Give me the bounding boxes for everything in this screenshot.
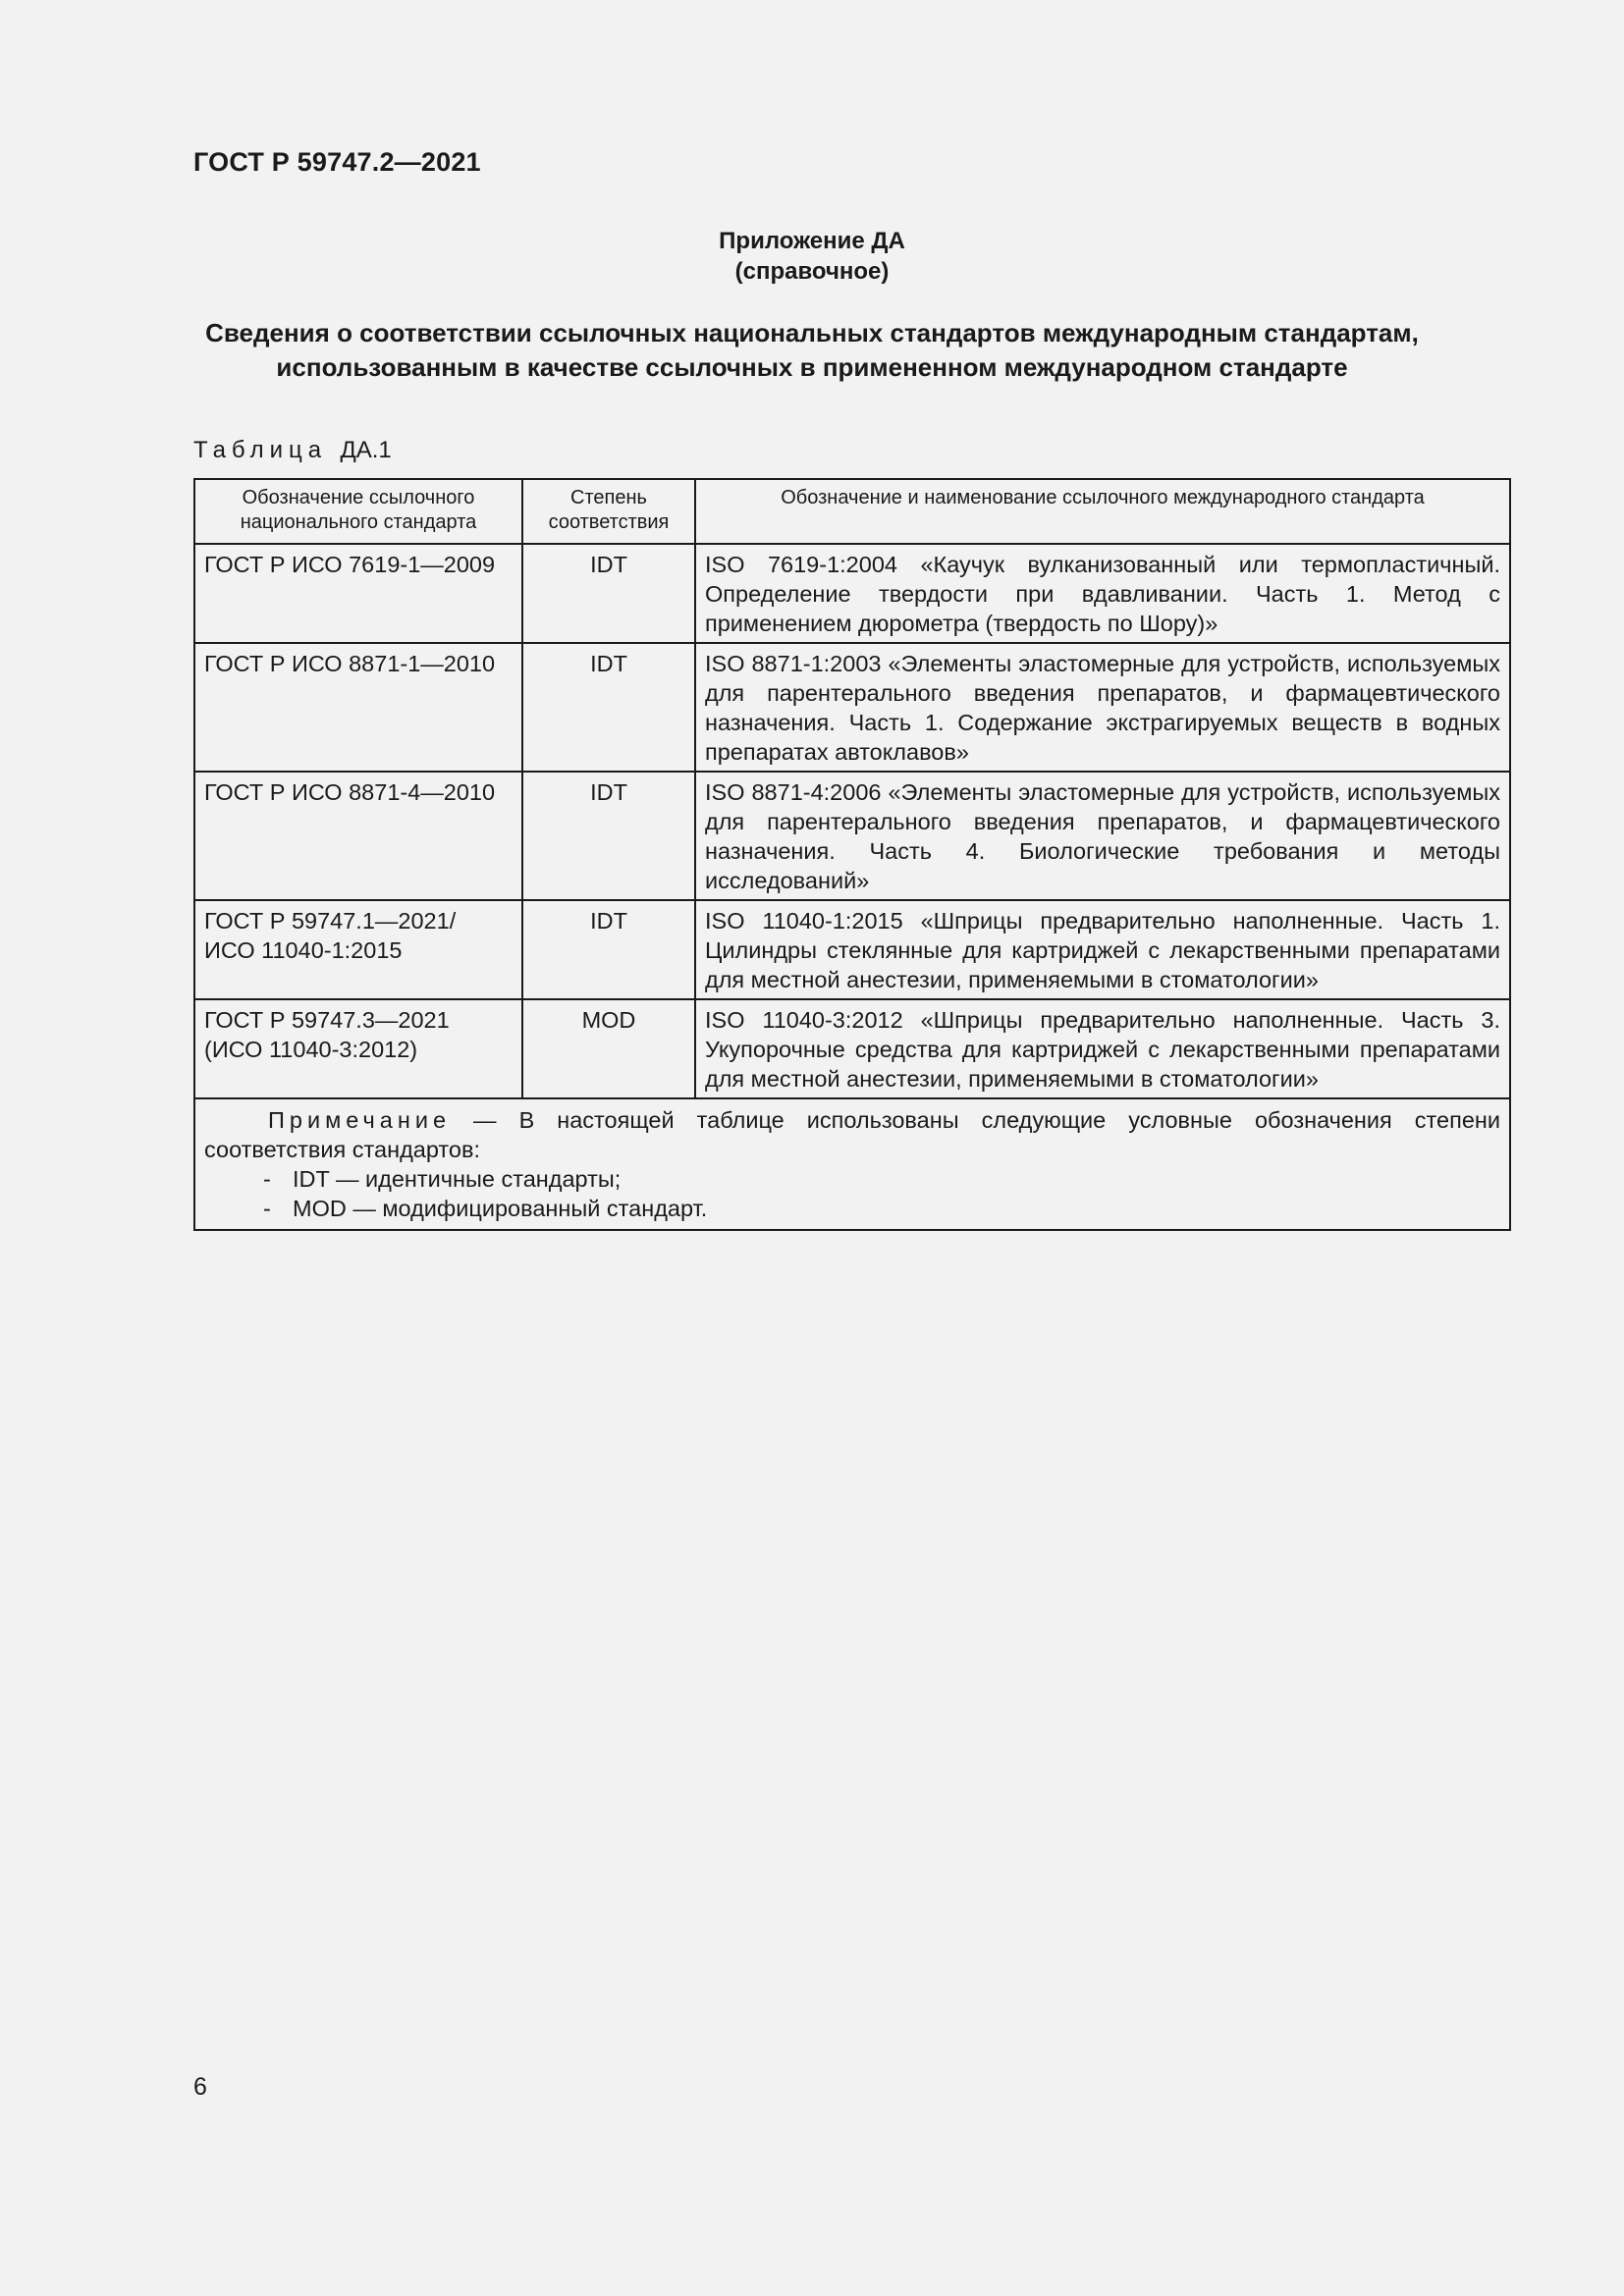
note-list-item xyxy=(204,1164,1500,1194)
table-caption xyxy=(193,437,392,464)
table-caption-number: ДА.1 xyxy=(340,437,392,463)
table-header-row xyxy=(194,479,1510,544)
national-standard-cell: ГОСТ Р 59747.1—2021/ ИСО 11040-1:2015 xyxy=(194,900,522,999)
national-standard-cell: ГОСТ Р ИСО 7619-1—2009 xyxy=(194,544,522,643)
section-title-line-2: использованным в качестве ссылочных в примененном международном стандарте xyxy=(276,352,1348,382)
note-list-item xyxy=(204,1194,1500,1223)
section-title xyxy=(147,316,1477,385)
column-header-degree: Степень соответствия xyxy=(522,479,695,544)
table-note xyxy=(194,1098,1510,1230)
column-header-international: Обозначение и наименование ссылочного международного стандарта xyxy=(695,479,1510,544)
table-note-row xyxy=(194,1098,1510,1230)
standards-correspondence-table xyxy=(193,478,1511,1231)
document-code: ГОСТ Р 59747.2—2021 xyxy=(193,147,481,177)
page-number: 6 xyxy=(193,2073,207,2101)
degree-cell: IDT xyxy=(522,643,695,772)
degree-cell: IDT xyxy=(522,772,695,900)
section-title-line-1: Сведения о соответствии ссылочных национальных стандартов международным стандартам, xyxy=(205,318,1419,347)
table-row xyxy=(194,544,1510,643)
international-standard-cell: ISO 7619-1:2004 «Каучук вулканизованный или термопластичный. Определение твердости при вдавливании. Часть 1. Метод с применением дюрометра (твердость по Шору)» xyxy=(695,544,1510,643)
note-paragraph xyxy=(204,1105,1500,1164)
degree-cell: IDT xyxy=(522,544,695,643)
note-bullet: - xyxy=(263,1196,271,1221)
appendix-subtitle: (справочное) xyxy=(734,258,890,285)
table-row xyxy=(194,643,1510,772)
degree-cell: IDT xyxy=(522,900,695,999)
national-standard-cell: ГОСТ Р ИСО 8871-1—2010 xyxy=(194,643,522,772)
international-standard-cell: ISO 11040-3:2012 «Шприцы предварительно наполненные. Часть 3. Укупорочные средства для картриджей с лекарственными препаратами для местной анестезии, применяемыми в стоматологии» xyxy=(695,999,1510,1098)
national-standard-cell: ГОСТ Р ИСО 8871-4—2010 xyxy=(194,772,522,900)
appendix-heading xyxy=(0,226,1624,287)
appendix-title: Приложение ДА xyxy=(719,228,905,254)
note-bullet: - xyxy=(263,1166,271,1192)
note-item-text: IDT — идентичные стандарты; xyxy=(293,1166,622,1192)
table-row xyxy=(194,999,1510,1098)
table-row xyxy=(194,900,1510,999)
table-caption-word: Таблица xyxy=(193,437,328,463)
note-item-text: MOD — модифицированный стандарт. xyxy=(293,1196,708,1221)
international-standard-cell: ISO 8871-1:2003 «Элементы эластомерные для устройств, используемых для парентерального введения препаратов, и фармацевтического назначения. Часть 1. Содержание экстрагируемых веществ в водных препаратах автоклавов» xyxy=(695,643,1510,772)
international-standard-cell: ISO 8871-4:2006 «Элементы эластомерные для устройств, используемых для парентерального введения препаратов, и фармацевтического назначения. Часть 4. Биологические требования и методы исследований» xyxy=(695,772,1510,900)
international-standard-cell: ISO 11040-1:2015 «Шприцы предварительно наполненные. Часть 1. Цилиндры стеклянные для картриджей с лекарственными препаратами для местной анестезии, применяемыми в стоматологии» xyxy=(695,900,1510,999)
table-row xyxy=(194,772,1510,900)
degree-cell: MOD xyxy=(522,999,695,1098)
note-label: Примечание xyxy=(268,1107,452,1133)
note-text: — В настоящей таблице использованы следующие условные обозначения степени соответствия стандартов: xyxy=(204,1107,1500,1162)
column-header-national: Обозначение ссылочного национального стандарта xyxy=(194,479,522,544)
national-standard-cell: ГОСТ Р 59747.3—2021 (ИСО 11040-3:2012) xyxy=(194,999,522,1098)
